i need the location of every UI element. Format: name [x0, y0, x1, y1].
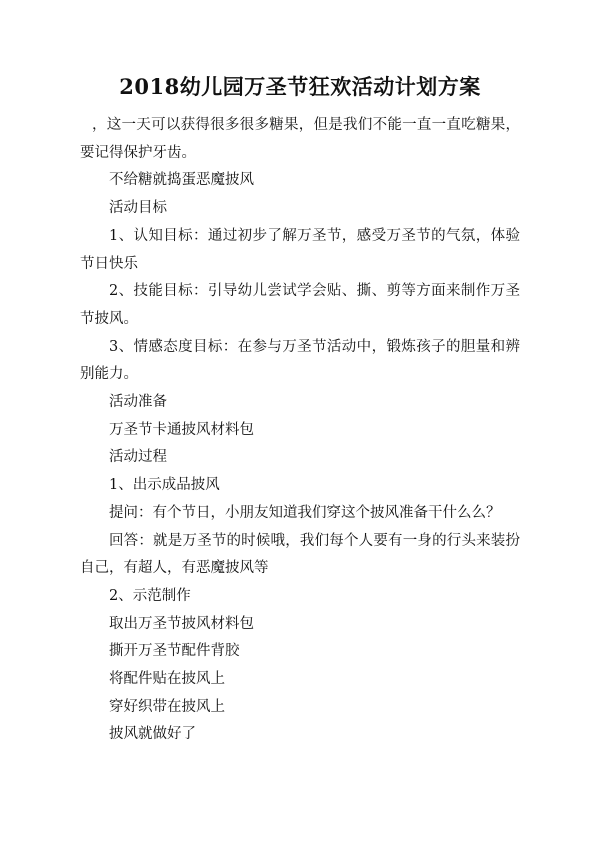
process-step-1: 1、出示成品披风	[109, 477, 220, 494]
process-substep: 取出万圣节披风材料包	[109, 615, 254, 632]
goal-skill: 2、技能目标：引导幼儿尝试学会贴、撕、剪等方面来制作万圣节披风。	[80, 283, 520, 327]
heading-preparation: 活动准备	[109, 394, 167, 411]
paragraph-costume-name: 不给糖就捣蛋恶魔披风	[109, 172, 254, 189]
process-substep: 将配件贴在披风上	[109, 671, 225, 688]
goal-cognitive: 1、认知目标：通过初步了解万圣节，感受万圣节的气氛，体验节日快乐	[80, 227, 520, 272]
process-substep: 穿好织带在披风上	[109, 698, 225, 715]
document-title: 2018幼儿园万圣节狂欢活动计划方案	[119, 74, 481, 99]
process-answer: 回答：就是万圣节的时候哦，我们每个人要有一身的行头来装扮自己，有超人，有恶魔披风等	[80, 532, 520, 577]
process-substep: 撕开万圣节配件背胶	[109, 643, 240, 660]
process-substep: 披风就做好了	[109, 726, 196, 743]
goal-attitude: 3、情感态度目标：在参与万圣节活动中，锻炼孩子的胆量和辨别能力。	[80, 338, 520, 383]
heading-goals: 活动目标	[109, 200, 167, 217]
process-question: 提问：有个节日，小朋友知道我们穿这个披风准备干什么么？	[109, 504, 501, 521]
paragraph-intro	[80, 112, 520, 167]
paragraph-intro-text: ，这一天可以获得很多很多糖果，但是我们不能一直一直吃糖果，要记得保护牙齿。	[80, 117, 520, 161]
process-step-2: 2、示范制作	[109, 587, 191, 604]
heading-process: 活动过程	[109, 449, 167, 466]
preparation-item: 万圣节卡通披风材料包	[109, 421, 254, 438]
